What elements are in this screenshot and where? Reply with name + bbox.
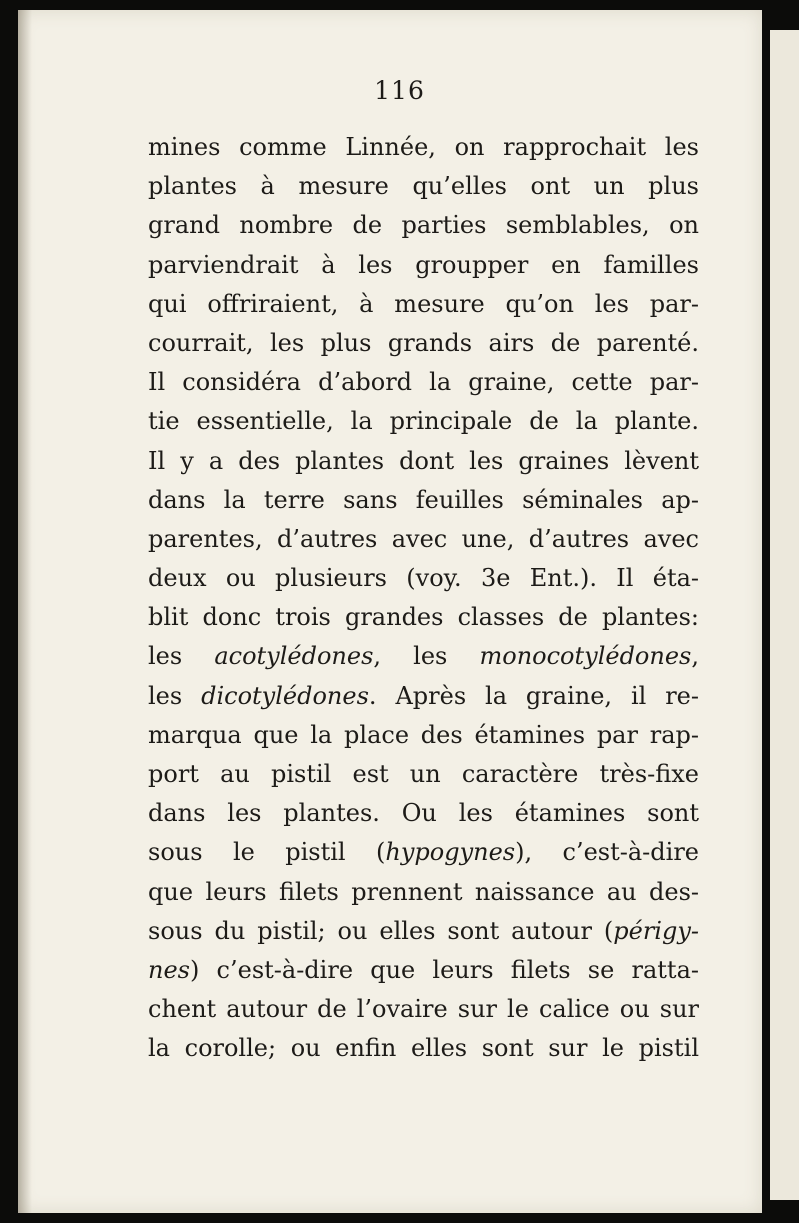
text-line [148, 794, 699, 833]
text-run: port au pistil est un caractère très-fixe [148, 760, 699, 788]
text-run: grand nombre de parties semblables, on [148, 211, 699, 240]
text-line [148, 363, 699, 402]
text-run: Il considéra d’abord la graine, cette par- [148, 368, 699, 397]
text-run: , [691, 642, 699, 671]
page-number: 116 [374, 76, 425, 105]
text-run: que leurs filets prennent naissance au des- [148, 877, 699, 906]
text-line [148, 990, 699, 1029]
text-run: deux ou plusieurs (voy. 3e Ent.). Il éta- [148, 564, 699, 593]
italic-term: périgy- [613, 916, 699, 945]
text-run: sous le pistil ( [148, 838, 386, 867]
text-run: qui offriraient, à mesure qu’on les par- [148, 289, 699, 318]
italic-term: acotylédones [214, 642, 374, 671]
text-run: , les [373, 642, 480, 671]
text-line [148, 1029, 699, 1068]
adjacent-page-edge [770, 30, 799, 1200]
text-line [148, 324, 699, 363]
text-run: les [148, 642, 215, 671]
text-run: plantes à mesure qu’elles ont un plus [148, 172, 699, 201]
text-line [148, 716, 699, 755]
text-line [148, 598, 699, 637]
text-run: marqua que la place des étamines par rap- [148, 720, 699, 749]
italic-term: nes [148, 955, 190, 984]
text-line [148, 833, 699, 872]
text-run: sous du pistil; ou elles sont autour ( [148, 916, 614, 945]
binding-shadow [18, 10, 32, 1213]
text-line [148, 637, 699, 676]
text-run: dans les plantes. Ou les étamines sont [148, 799, 699, 828]
italic-term: hypogynes [385, 838, 516, 867]
text-line [148, 951, 699, 990]
text-line [148, 559, 699, 598]
text-run: chent autour de l’ovaire sur le calice ou sur [148, 995, 699, 1024]
italic-term: dicotylédones [201, 681, 369, 710]
text-run: blit donc trois grandes classes de plantes: [148, 603, 699, 632]
text-run: ) c’est-à-dire que leurs filets se ratta- [189, 955, 699, 984]
text-run: tie essentielle, la principale de la plante. [148, 407, 699, 436]
text-run: courrait, les plus grands airs de parenté. [148, 328, 699, 357]
text-line [148, 402, 699, 441]
text-run: . Après la graine, il re- [368, 681, 699, 710]
text-line [148, 481, 699, 520]
text-run: parentes, d’autres avec une, d’autres avec [148, 524, 699, 553]
text-run: dans la terre sans feuilles séminales ap- [148, 485, 699, 514]
text-line [148, 520, 699, 559]
text-run: Il y a des plantes dont les graines lèvent [148, 446, 699, 475]
text-line [148, 912, 699, 951]
text-run: parviendrait à les groupper en familles [148, 250, 699, 279]
text-line [148, 442, 699, 481]
italic-term: monocotylédones [479, 642, 692, 671]
text-run: mines comme Linnée, on rapprochait les [148, 133, 699, 161]
text-line [148, 206, 699, 245]
text-line [148, 873, 699, 912]
text-run: les [148, 681, 202, 710]
text-line [148, 246, 699, 285]
text-line [148, 167, 699, 206]
text-run: ), c’est-à-dire [515, 838, 699, 867]
text-run: la corolle; ou enfin elles sont sur le pistil [148, 1034, 699, 1063]
body-text [148, 128, 699, 1069]
text-line [148, 677, 699, 716]
text-line [148, 755, 699, 794]
text-line [148, 285, 699, 324]
text-line [148, 128, 699, 167]
